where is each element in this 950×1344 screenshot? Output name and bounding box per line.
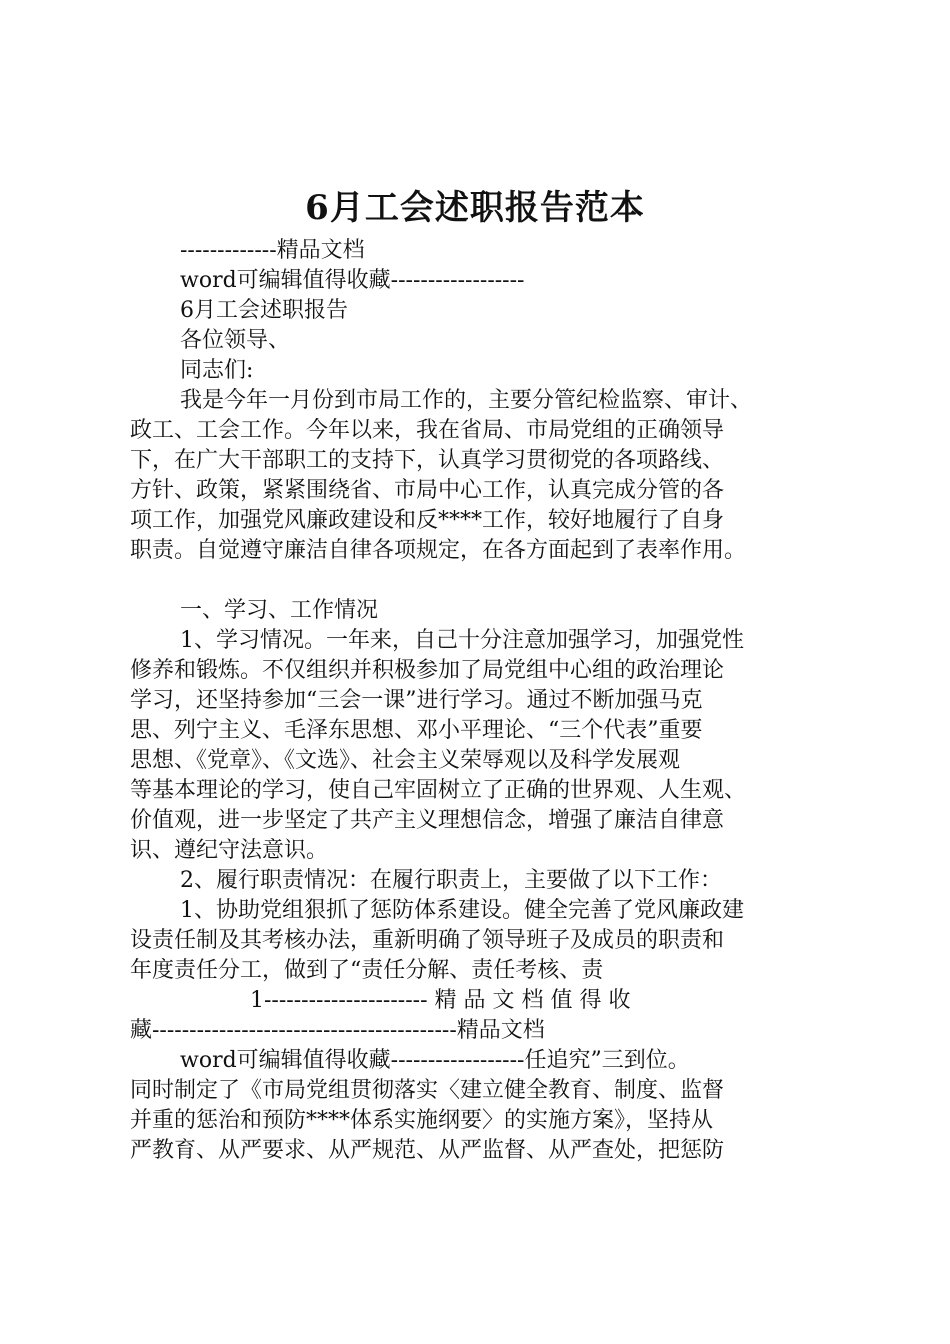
paragraph-line: 等基本理论的学习，使自己牢固树立了正确的世界观、人生观、 [130, 778, 747, 803]
paragraph-line: 1、学习情况。一年来，自己十分注意加强学习，加强党性 [180, 628, 744, 653]
paragraph-line: 项工作，加强党风廉政建设和反****工作，较好地履行了自身 [130, 508, 725, 533]
paragraph-line: 思想、《党章》、《文选》、社会主义荣辱观以及科学发展观 [130, 748, 681, 773]
paragraph-line: 并重的惩治和预防****体系实施纲要〉的实施方案》，坚持从 [130, 1108, 714, 1133]
header-watermark-line: word可编辑值得收藏------------------ [180, 268, 525, 293]
paragraph-line: 识、遵纪守法意识。 [130, 838, 329, 863]
paragraph-line: 年度责任分工，做到了“责任分解、责任考核、责 [130, 958, 604, 983]
paragraph-line: 设责任制及其考核办法，重新明确了领导班子及成员的职责和 [130, 928, 725, 953]
document-body [130, 236, 860, 1166]
paragraph-line: 思、列宁主义、毛泽东思想、邓小平理论、“三个代表”重要 [130, 718, 703, 743]
paragraph-gap [130, 566, 860, 596]
paragraph-line: 学习，还坚持参加“三会一课”进行学习。通过不断加强马克 [130, 688, 703, 713]
paragraph-line: 下，在广大干部职工的支持下，认真学习贯彻党的各项路线、 [130, 448, 725, 473]
paragraph-line: 同时制定了《市局党组贯彻落实〈建立健全教育、制度、监督 [130, 1078, 725, 1103]
paragraph-line: 我是今年一月份到市局工作的，主要分管纪检监察、审计、 [180, 388, 753, 413]
page-header-line: word可编辑值得收藏------------------任追究”三到位。 [180, 1048, 690, 1073]
paragraph-line: 政工、工会工作。今年以来，我在省局、市局党组的正确领导 [130, 418, 725, 443]
page-footer-line: 藏-----------------------------------------精品文档 [130, 1018, 545, 1043]
salutation-line: 同志们: [180, 358, 254, 383]
header-separator-line: -------------精品文档 [180, 238, 365, 263]
paragraph-line: 2、履行职责情况：在履行职责上，主要做了以下工作： [180, 868, 722, 893]
page-footer-line: 1---------------------- 精 品 文 档 值 得 收 [250, 988, 631, 1013]
salutation-line: 各位领导、 [180, 328, 291, 353]
paragraph-line: 职责。自觉遵守廉洁自律各项规定，在各方面起到了表率作用。 [130, 538, 747, 563]
document-title: 6月工会述职报告范本 [305, 188, 645, 228]
paragraph-line: 修养和锻炼。不仅组织并积极参加了局党组中心组的政治理论 [130, 658, 725, 683]
report-subtitle: 6月工会述职报告 [180, 298, 348, 323]
paragraph-line: 严教育、从严要求、从严规范、从严监督、从严查处，把惩防 [130, 1138, 725, 1163]
section-heading: 一、学习、工作情况 [180, 598, 379, 623]
paragraph-line: 1、协助党组狠抓了惩防体系建设。健全完善了党风廉政建 [180, 898, 744, 923]
paragraph-line: 价值观，进一步坚定了共产主义理想信念，增强了廉洁自律意 [130, 808, 725, 833]
paragraph-line: 方针、政策，紧紧围绕省、市局中心工作，认真完成分管的各 [130, 478, 725, 503]
